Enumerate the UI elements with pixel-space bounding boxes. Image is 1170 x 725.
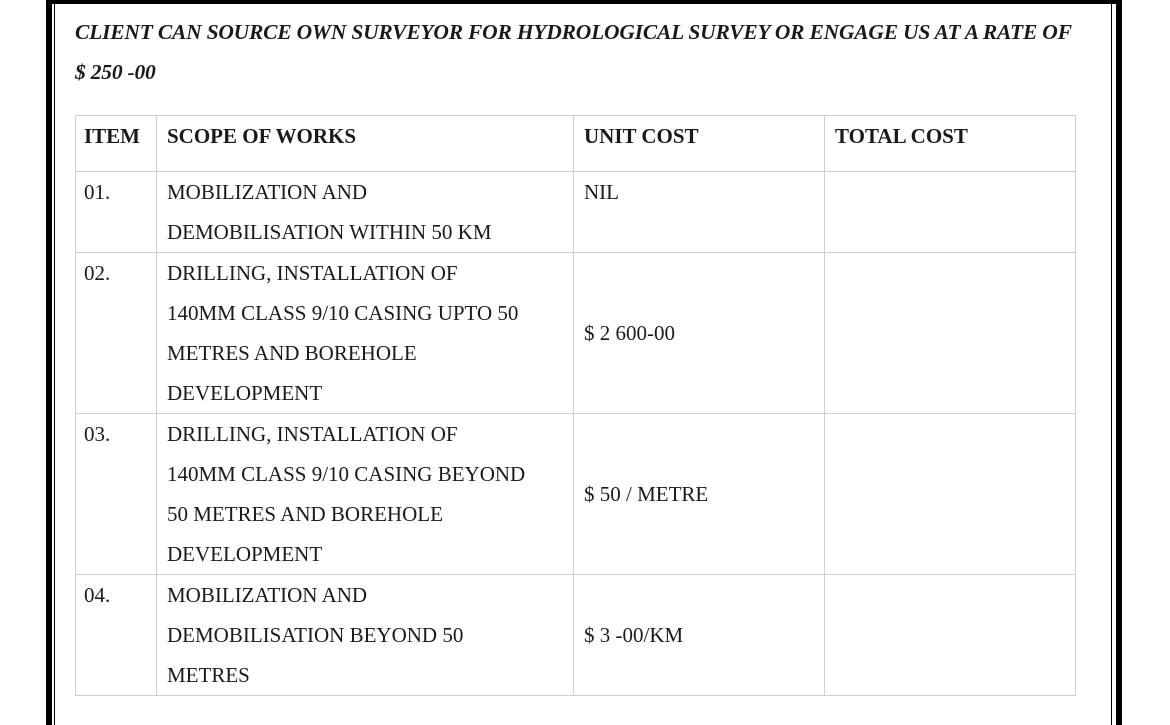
- item-number: 02.: [76, 253, 157, 414]
- scope-line: METRES AND BOREHOLE: [167, 341, 417, 365]
- item-number: 01.: [76, 172, 157, 253]
- unit-cost-cell: $ 2 600-00: [574, 253, 825, 414]
- scope-line: 140MM CLASS 9/10 CASING UPTO 50: [167, 301, 519, 325]
- item-number: 03.: [76, 414, 157, 575]
- item-number: 04.: [76, 575, 157, 696]
- scope-line: MOBILIZATION AND: [167, 583, 368, 607]
- page-border-right: [1116, 0, 1122, 725]
- total-cost-cell: [825, 253, 1076, 414]
- scope-line: METRES: [167, 663, 250, 687]
- scope-cell: [157, 414, 574, 575]
- unit-cost-cell: $ 50 / METRE: [574, 414, 825, 575]
- page-border-top: [46, 0, 1122, 4]
- scope-line: DRILLING, INSTALLATION OF: [167, 261, 458, 285]
- total-cost-cell: [825, 575, 1076, 696]
- page-border-left-inner: [54, 0, 55, 725]
- scope-line: DRILLING, INSTALLATION OF: [167, 422, 458, 446]
- table-row: [76, 172, 1076, 253]
- scope-of-works-table: [75, 115, 1076, 696]
- table-row: [76, 575, 1076, 696]
- surveyor-note: CLIENT CAN SOURCE OWN SURVEYOR FOR HYDROLOGICAL SURVEY OR ENGAGE US AT A RATE OF $ 250 -00: [75, 20, 1072, 84]
- scope-line: DEMOBILISATION BEYOND 50: [167, 623, 464, 647]
- total-cost-cell: [825, 172, 1076, 253]
- scope-line: 50 METRES AND BOREHOLE: [167, 502, 443, 526]
- unit-cost-cell: NIL: [574, 172, 825, 253]
- scope-line: DEMOBILISATION WITHIN 50 KM: [167, 220, 492, 244]
- total-cost-cell: [825, 414, 1076, 575]
- scope-line: DEVELOPMENT: [167, 381, 323, 405]
- scope-line: MOBILIZATION AND: [167, 180, 368, 204]
- header-scope: SCOPE OF WORKS: [157, 116, 574, 172]
- page-border-right-inner: [1111, 0, 1112, 725]
- table-row: [76, 253, 1076, 414]
- table-row: [76, 414, 1076, 575]
- header-item: ITEM: [76, 116, 157, 172]
- scope-cell: [157, 253, 574, 414]
- table-header-row: [76, 116, 1076, 172]
- scope-line: 140MM CLASS 9/10 CASING BEYOND: [167, 462, 526, 486]
- header-total-cost: TOTAL COST: [825, 116, 1076, 172]
- header-unit-cost: UNIT COST: [574, 116, 825, 172]
- scope-cell: [157, 575, 574, 696]
- scope-line: DEVELOPMENT: [167, 542, 323, 566]
- page-border-left: [46, 0, 52, 725]
- scope-cell: [157, 172, 574, 253]
- unit-cost-cell: $ 3 -00/KM: [574, 575, 825, 696]
